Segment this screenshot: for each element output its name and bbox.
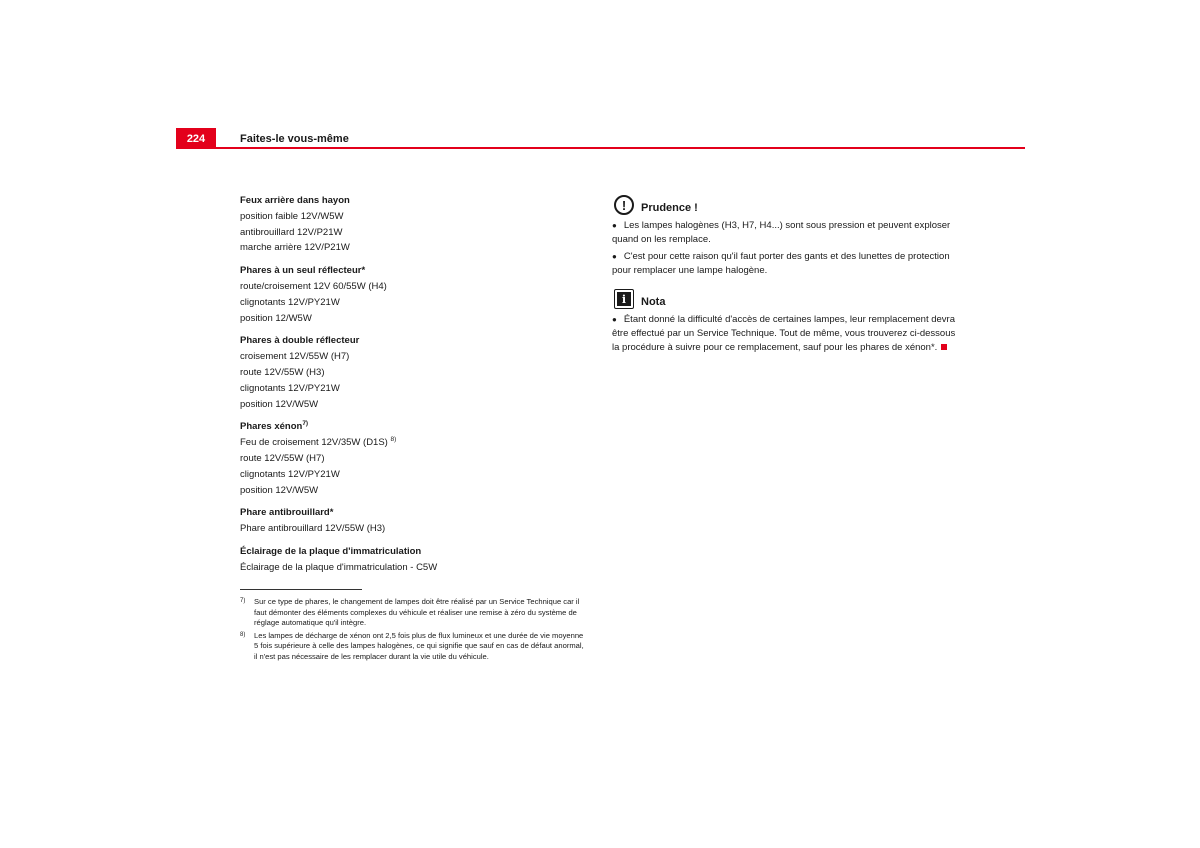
bullet-text: Les lampes halogènes (H3, H7, H4...) sont sous pression et peuvent exploser quand on les remplace. [612,220,951,245]
section-title: Éclairage de la plaque d'immatriculation [240,545,422,557]
footnote-mark: 7) [240,598,246,604]
page-number: 224 [176,128,216,149]
footnote [240,597,585,629]
footnote-text: Sur ce type de phares, le changement de lampes doit être réalisé par un Service Technique car il faut démonter des éléments complexes du véhicule et réaliser une remise à zéro du système de réglage automatique qu'il intègre. [254,597,580,627]
exclamation-circle-icon: ! [614,195,634,215]
footnote-ref: 7) [302,420,309,428]
list-item [612,313,957,354]
list-item: route 12V/55W (H7) [240,452,325,464]
list-item: position faible 12V/W5W [240,210,344,222]
section-fog-light [240,505,590,537]
list-item: marche arrière 12V/P21W [240,242,350,254]
section-xenon [240,419,590,498]
note-header [612,289,957,309]
section-title: Phare antibrouillard* [240,507,334,519]
list-item: position 12V/W5W [240,398,319,410]
footnote-mark: 8) [240,631,246,638]
end-of-section-marker [941,344,947,350]
chapter-title: Faites-le vous-même [240,133,349,145]
bullet-icon: ● [612,252,617,262]
list-item: route 12V/55W (H3) [240,366,325,378]
list-item: croisement 12V/55W (H7) [240,351,350,363]
footnote [240,631,585,663]
list-item: route/croisement 12V 60/55W (H4) [240,280,387,292]
list-item: Phare antibrouillard 12V/55W (H3) [240,523,386,535]
bulb-list [240,193,590,583]
note-block [612,289,957,354]
list-item: clignotants 12V/PY21W [240,382,340,394]
list-item: position 12/W5W [240,312,312,324]
section-rear-lights-tailgate [240,193,590,256]
list-item [612,250,957,277]
caution-title: Prudence ! [641,202,698,214]
caution-header [612,195,957,215]
footnotes [240,597,585,664]
footnote-rule [240,589,362,590]
footnote-ref: 8) [390,436,397,444]
section-title [240,419,590,435]
list-item-text: Feu de croisement 12V/35W (D1S) [240,437,388,449]
section-title-text: Phares xénon [240,421,303,433]
bullet-icon: ● [612,221,617,230]
bullet-text: Étant donné la difficulté d'accès de certaines lampes, leur remplacement devra être effectué par un Service Technique. Tout de même, vous trouverez ci-dessous la procédure à suivre pour ce remplacement, sauf pour les phares de xénon*. [612,314,956,353]
note-title: Nota [641,296,666,309]
bullet-icon: ● [612,315,617,325]
list-item: clignotants 12V/PY21W [240,468,340,480]
list-item: antibrouillard 12V/P21W [240,226,343,238]
section-title: Feux arrière dans hayon [240,195,350,206]
header-rule [216,147,1025,149]
list-item [240,435,590,451]
list-item [612,219,957,246]
list-item: Éclairage de la plaque d'immatriculation - C5W [240,561,438,573]
section-title: Phares à un seul réflecteur* [240,265,366,277]
list-item: position 12V/W5W [240,484,319,496]
section-double-reflector [240,333,590,412]
info-icon [614,289,634,309]
caution-block [612,195,957,277]
bullet-text: C'est pour cette raison qu'il faut porter des gants et des lunettes de protection pour remplacer une lampe halogène. [612,251,950,276]
info-glyph: i [617,292,631,306]
list-item: clignotants 12V/PY21W [240,296,340,308]
section-title: Phares à double réflecteur [240,335,360,347]
footnote-text: Les lampes de décharge de xénon ont 2,5 fois plus de flux lumineux et une durée de vie moyenne 5 fois supérieure à celle des lampes halogènes, ce qui signifie que sauf en cas de défaut anormal, il n'est pas nécessaire de les remplacer durant la vie utile du véhicule. [254,630,584,661]
section-single-reflector [240,263,590,326]
notices [612,195,957,366]
section-license-plate [240,544,590,576]
